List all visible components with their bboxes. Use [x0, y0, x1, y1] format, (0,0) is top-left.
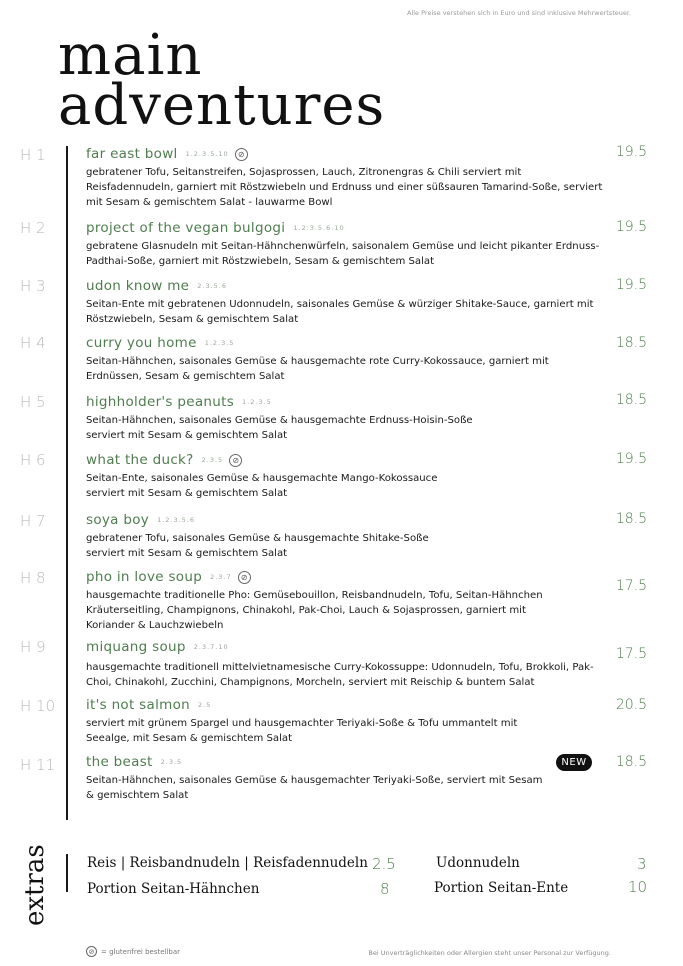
item-code: H 4	[20, 334, 46, 352]
extra-item-name: Portion Seitan-Hähnchen	[87, 881, 260, 897]
menu-item	[86, 393, 606, 444]
item-code: H 1	[20, 146, 46, 164]
item-description: gebratener Tofu, saisonales Gemüse & hausgemachte Shitake-Soße serviert mit Sesam & gemischtem Salat	[86, 533, 429, 559]
item-name: the beast	[86, 754, 153, 770]
item-allergens: 2.5	[198, 701, 212, 709]
gluten-note-text: = glutenfrei bestellbar	[101, 947, 181, 956]
item-code: H 7	[20, 512, 46, 530]
menu-item	[86, 568, 606, 633]
item-description: gebratene Glasnudeln mit Seitan-Hähnchenwürfeln, saisonalem Gemüse und leicht pikanter Erdnuss-Padthai-Soße, garniert mit Röstzwiebeln, Sesam & gemischtem Salat	[86, 241, 600, 267]
menu-item	[86, 753, 546, 804]
extra-item-price: 8	[380, 880, 390, 898]
item-description: gebratener Tofu, Seitanstreifen, Sojasprossen, Lauch, Zitronengras & Chili serviert mit Reisfadennudeln, garniert mit Röstzwiebeln und Erdnuss und einer süßsauren Tamarind-Soße, serviert mit Sesam & gemischtem Salat - lauwarme Bowl	[86, 167, 603, 208]
item-allergens: 2.3.7.10	[193, 643, 229, 651]
item-description: Seitan-Hähnchen, saisonales Gemüse & hausgemachte rote Curry-Kokossauce, garniert mit Erdnüssen, Sesam & gemischtem Salat	[86, 356, 549, 382]
item-name: highholder's peanuts	[86, 394, 235, 410]
item-price: 19.5	[615, 451, 647, 467]
item-code: H 11	[20, 756, 56, 774]
item-allergens: 1.2.3.5	[242, 398, 272, 406]
item-code: H 3	[20, 277, 46, 295]
item-code: H 10	[20, 697, 56, 715]
item-name: project of the vegan bulgogi	[86, 220, 286, 236]
item-allergens: 2.3.5	[201, 456, 224, 464]
menu-divider-line	[66, 146, 68, 820]
item-price: 18.5	[615, 511, 647, 527]
gluten-free-icon: ⊘	[235, 148, 248, 161]
item-description: Seitan-Hähnchen, saisonales Gemüse & hausgemachte Erdnuss-Hoisin-Soße serviert mit Sesam & gemischtem Salat	[86, 415, 473, 441]
extra-item-price: 10	[628, 878, 648, 896]
item-name: far east bowl	[86, 146, 178, 162]
item-description: Seitan-Ente, saisonales Gemüse & hausgemachte Mango-Kokossauce serviert mit Sesam & gemischtem Salat	[86, 473, 438, 499]
item-code: H 5	[20, 393, 46, 411]
item-code: H 6	[20, 451, 46, 469]
item-description: hausgemachte traditionelle Pho: Gemüsebouillon, Reisbandnudeln, Tofu, Seitan-Hähnchen Kräuterseitling, Champignons, Chinakohl, Pak-Choi, Lauch & Sojasprossen, garniert mit Koriander & Lauchzwiebeln	[86, 590, 543, 631]
price-note: Alle Preise verstehen sich in Euro und sind inklusive Mehrwertsteuer.	[407, 9, 631, 17]
item-price: 18.5	[615, 392, 647, 408]
item-price: 17.5	[615, 646, 647, 662]
item-price: 19.5	[615, 144, 647, 160]
menu-item	[86, 511, 606, 562]
item-allergens: 1.2.3.5.6	[157, 516, 196, 524]
extra-item-name: Portion Seitan-Ente	[434, 880, 569, 896]
footer-allergy-note: Bei Unverträglichkeiten oder Allergien steht unser Personal zur Verfügung.	[368, 949, 611, 957]
item-description: hausgemachte traditionell mittelvietnamesische Curry-Kokossuppe: Udonnudeln, Tofu, Brokkoli, Pak-Choi, Chinakohl, Zucchini, Champignons, Morcheln, serviert mit Reischip & buntem Salat	[86, 662, 594, 688]
item-description: Seitan-Ente mit gebratenen Udonnudeln, saisonales Gemüse & würziger Shitake-Sauce, garniert mit Röstzwiebeln, Sesam & gemischtem Salat	[86, 299, 594, 325]
item-allergens: 1.2.3.5.6.10	[293, 224, 345, 232]
item-name: miquang soup	[86, 639, 186, 655]
extra-item-name: Reis | Reisbandnudeln | Reisfadennudeln	[87, 855, 368, 871]
item-price: 17.5	[615, 578, 647, 594]
item-allergens: 1.2.3.5.10	[185, 150, 229, 158]
item-name: soya boy	[86, 512, 150, 528]
extra-item-price: 2.5	[372, 855, 396, 873]
menu-item	[86, 638, 606, 691]
item-name: curry you home	[86, 335, 197, 351]
menu-item	[86, 334, 606, 385]
menu-item	[86, 696, 606, 747]
gluten-free-icon: ⊘	[229, 454, 242, 467]
item-name: what the duck?	[86, 452, 194, 468]
menu-item	[86, 219, 606, 270]
item-name: pho in love soup	[86, 569, 203, 585]
item-name: udon know me	[86, 278, 190, 294]
item-price: 18.5	[615, 754, 647, 770]
title-line-2: adventures	[58, 73, 386, 138]
gluten-free-icon: ⊘	[86, 946, 97, 957]
item-description: serviert mit grünem Spargel und hausgemachter Teriyaki-Soße & Tofu ummantelt mit Seealge, mit Sesam & gemischtem Salat	[86, 718, 518, 744]
item-price: 19.5	[615, 219, 647, 235]
new-badge: NEW	[556, 754, 592, 771]
menu-item	[86, 451, 606, 502]
item-code: H 8	[20, 569, 46, 587]
extra-item-name: Udonnudeln	[436, 855, 520, 871]
gluten-free-icon: ⊘	[238, 571, 251, 584]
footer-gluten-note	[86, 946, 180, 957]
item-allergens: 2.3.5	[160, 758, 183, 766]
item-price: 19.5	[615, 277, 647, 293]
item-code: H 2	[20, 219, 46, 237]
extras-title: extras	[20, 844, 50, 926]
item-price: 20.5	[615, 697, 647, 713]
item-price: 18.5	[615, 335, 647, 351]
item-allergens: 1.2.3.5	[204, 339, 235, 347]
extras-divider-line	[66, 854, 68, 892]
menu-item	[86, 277, 606, 328]
extra-item-price: 3	[637, 855, 647, 873]
item-description: Seitan-Hähnchen, saisonales Gemüse & hausgemachter Teriyaki-Soße, serviert mit Sesam & gemischtem Salat	[86, 775, 543, 801]
item-allergens: 2.3.5.6	[197, 282, 228, 290]
item-name: it's not salmon	[86, 697, 191, 713]
title-line-1: main	[58, 23, 203, 88]
menu-item	[86, 145, 606, 210]
item-allergens: 2.3.7	[210, 573, 232, 581]
item-code: H 9	[20, 638, 46, 656]
